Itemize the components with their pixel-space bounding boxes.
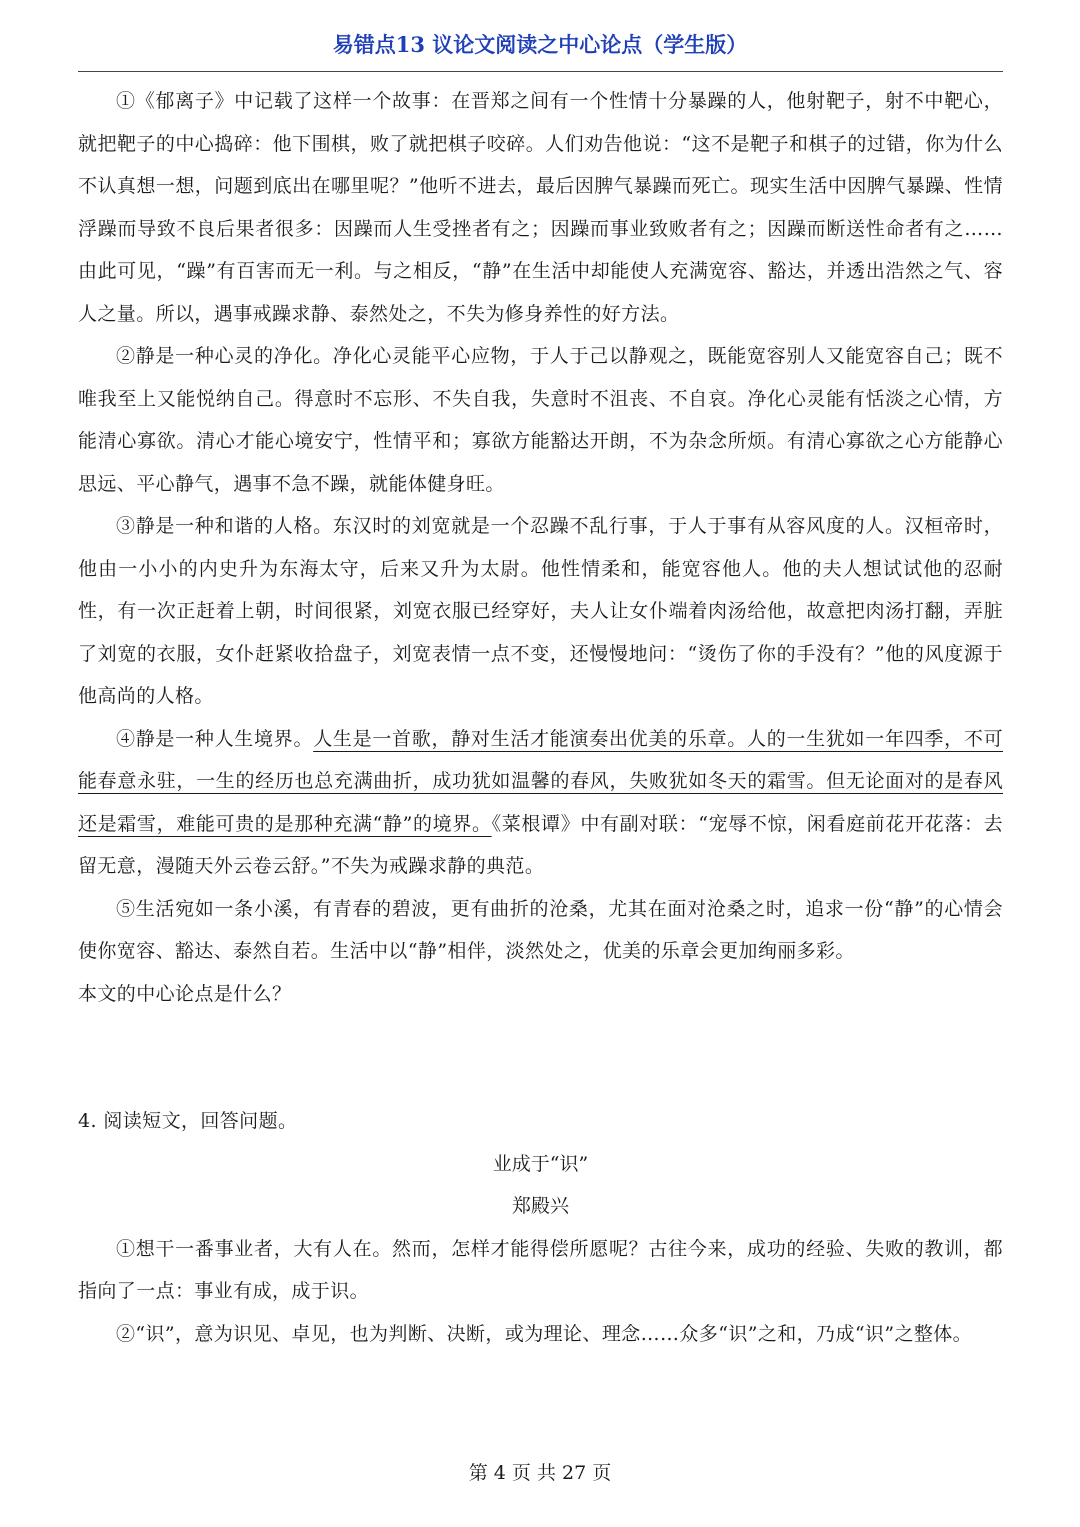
underlined-sentence: 人生是一首歌，静对生活才能演奏出优美的乐章。人的一生犹如一年四季，不可能春意永驻，一生的经历也总充满曲折，成功犹如温馨的春风，失败犹如冬天的霜雪。但无论面对的是春风还是霜雪，难能可贵的是那种充满“静”的境界。 xyxy=(78,727,1003,835)
passage-paragraph-5: ⑤生活宛如一条小溪，有青春的碧波，更有曲折的沧桑，尤其在面对沧桑之时，追求一份“静”的心情会使你宽容、豁达、泰然自若。生活中以“静”相伴，淡然处之，优美的乐章会更加绚丽多彩。 xyxy=(78,897,1003,962)
page-number-footer: 第 4 页 共 27 页 xyxy=(468,1462,612,1484)
paragraph-4-lead: ④静是一种人生境界。 xyxy=(116,727,314,750)
article-title: 业成于“识” xyxy=(492,1152,589,1175)
passage-paragraph-4 xyxy=(78,718,1003,888)
article-paragraph-2: ②“识”，意为识见、卓见，也为判断、决断，或为理论、理念……众多“识”之和，乃成“识”之整体。 xyxy=(116,1322,973,1345)
passage-paragraph-3: ③静是一种和谐的人格。东汉时的刘宽就是一个忍躁不乱行事，于人于事有从容风度的人。汉桓帝时，他由一小小的内史升为东海太守，后来又升为太尉。他性情柔和，能宽容他人。他的夫人想试试他的忍耐性，有一次正赶着上朝，时间很紧，刘宽衣服已经穿好，夫人让女仆端着肉汤给他，故意把肉汤打翻，弄脏了刘宽的衣服，女仆赶紧收拾盘子，刘宽表情一点不变，还慢慢地问：“烫伤了你的手没有？”他的风度源于他高尚的人格。 xyxy=(78,515,1003,707)
passage-paragraph-1: ①《郁离子》中记载了这样一个故事：在晋郑之间有一个性情十分暴躁的人，他射靶子，射不中靶心，就把靶子的中心捣碎：他下围棋，败了就把棋子咬碎。人们劝告他说：“这不是靶子和棋子的过错，你为什么不认真想一想，问题到底出在哪里呢？”他听不进去，最后因脾气暴躁而死亡。现实生活中因脾气暴躁、性情浮躁而导致不良后果者很多：因躁而人生受挫者有之；因躁而事业致败者有之；因躁而断送性命者有之……由此可见，“躁”有百害而无一利。与之相反，“静”在生活中却能使人充满宽容、豁达，并透出浩然之气、容人之量。所以，遇事戒躁求静、泰然处之，不失为修身养性的好方法。 xyxy=(78,90,1003,325)
paragraph-4-tail: 《菜根谭》中有副对联：“宠辱不惊，闲看庭前花开花落：去留无意，漫随天外云卷云舒。”不失为戒躁求静的典范。 xyxy=(78,812,1004,877)
page-header-title: 易错点13 议论文阅读之中心论点（学生版） xyxy=(332,32,748,57)
passage-paragraph-2: ②静是一种心灵的净化。净化心灵能平心应物，于人于己以静观之，既能宽容别人又能宽容自己；既不唯我至上又能悦纳自己。得意时不忘形、不失自我，失意时不沮丧、不自哀。净化心灵能有恬淡之心情，方能清心寡欲。清心才能心境安宁，性情平和；寡欲方能豁达开朗，不为杂念所烦。有清心寡欲之心方能静心思远、平心静气，遇事不急不躁，就能体健身旺。 xyxy=(78,345,1003,495)
central-argument-question: 本文的中心论点是什么？ xyxy=(78,982,292,1005)
answer-space xyxy=(78,1015,1003,1100)
article-author: 郑殿兴 xyxy=(511,1195,569,1217)
article-paragraph-1: ①想干一番事业者，大有人在。然而，怎样才能得偿所愿呢？古往今来，成功的经验、失败的教训，都指向了一点：事业有成，成于识。 xyxy=(78,1237,1003,1302)
document-body xyxy=(78,80,1003,1355)
question-4-prompt: 4. 阅读短文，回答问题。 xyxy=(78,1110,298,1132)
header-divider xyxy=(78,71,1003,72)
